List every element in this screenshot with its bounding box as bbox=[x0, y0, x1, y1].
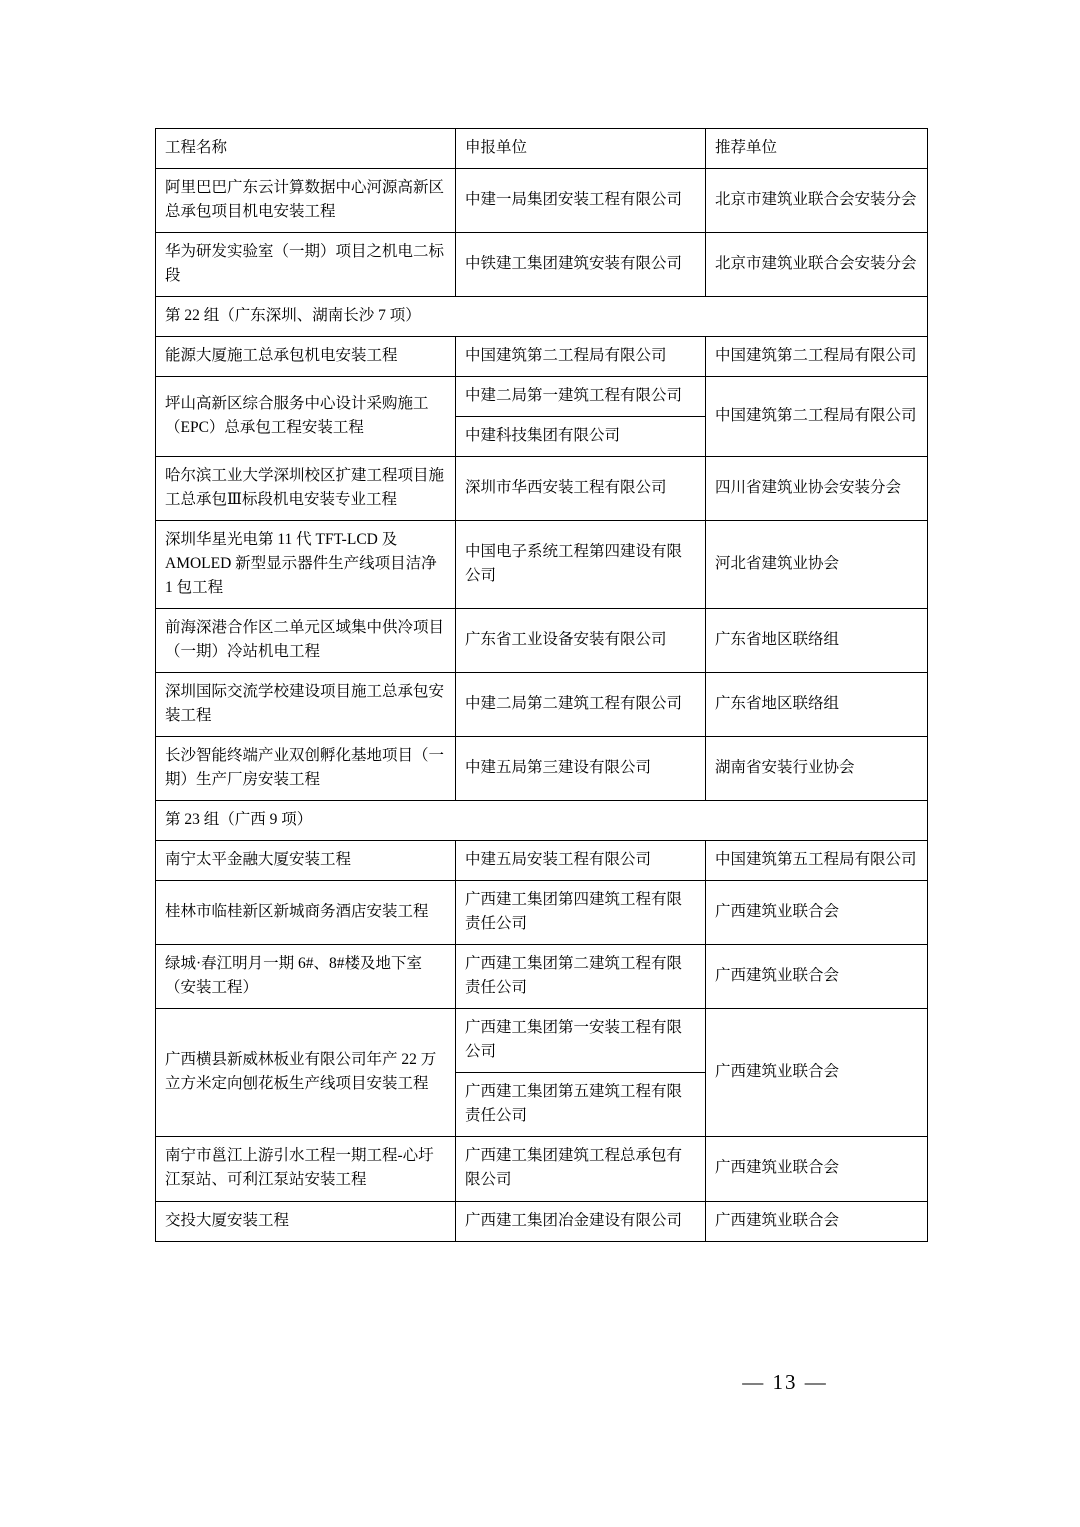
cell-project: 广西横县新威林板业有限公司年产 22 万立方米定向刨花板生产线项目安装工程 bbox=[156, 1009, 456, 1137]
cell-project: 华为研发实验室（一期）项目之机电二标段 bbox=[156, 233, 456, 297]
cell-applicant: 中建二局第二建筑工程有限公司 bbox=[456, 673, 706, 737]
cell-project: 桂林市临桂新区新城商务酒店安装工程 bbox=[156, 881, 456, 945]
cell-applicant: 广西建工集团第五建筑工程有限责任公司 bbox=[456, 1073, 706, 1137]
cell-recommender: 广东省地区联络组 bbox=[706, 609, 928, 673]
cell-applicant: 深圳市华西安装工程有限公司 bbox=[456, 457, 706, 521]
table-row bbox=[156, 233, 928, 297]
page-number: — 13 — bbox=[742, 1370, 828, 1394]
table-header-row bbox=[156, 129, 928, 169]
cell-project: 长沙智能终端产业双创孵化基地项目（一期）生产厂房安装工程 bbox=[156, 737, 456, 801]
group-header-row bbox=[156, 801, 928, 841]
table-row bbox=[156, 737, 928, 801]
table-row bbox=[156, 945, 928, 1009]
cell-applicant: 广西建工集团第四建筑工程有限责任公司 bbox=[456, 881, 706, 945]
cell-applicant: 广西建工集团冶金建设有限公司 bbox=[456, 1201, 706, 1241]
cell-recommender: 中国建筑第二工程局有限公司 bbox=[706, 337, 928, 377]
cell-recommender: 北京市建筑业联合会安装分会 bbox=[706, 233, 928, 297]
group-title: 第 23 组（广西 9 项） bbox=[156, 801, 928, 841]
group-header-row bbox=[156, 297, 928, 337]
cell-project: 阿里巴巴广东云计算数据中心河源高新区总承包项目机电安装工程 bbox=[156, 169, 456, 233]
cell-project: 绿城·春江明月一期 6#、8#楼及地下室（安装工程） bbox=[156, 945, 456, 1009]
cell-project: 深圳华星光电第 11 代 TFT-LCD 及 AMOLED 新型显示器件生产线项目洁净 1 包工程 bbox=[156, 521, 456, 609]
column-header-recommender: 推荐单位 bbox=[706, 129, 928, 169]
group-title: 第 22 组（广东深圳、湖南长沙 7 项） bbox=[156, 297, 928, 337]
cell-project: 交投大厦安装工程 bbox=[156, 1201, 456, 1241]
column-header-applicant: 申报单位 bbox=[456, 129, 706, 169]
cell-applicant: 中铁建工集团建筑安装有限公司 bbox=[456, 233, 706, 297]
cell-project: 坪山高新区综合服务中心设计采购施工（EPC）总承包工程安装工程 bbox=[156, 377, 456, 457]
cell-applicant: 中国电子系统工程第四建设有限公司 bbox=[456, 521, 706, 609]
projects-table bbox=[155, 128, 928, 1242]
table-row bbox=[156, 881, 928, 945]
cell-recommender: 四川省建筑业协会安装分会 bbox=[706, 457, 928, 521]
cell-project: 南宁太平金融大厦安装工程 bbox=[156, 841, 456, 881]
projects-table-container bbox=[155, 128, 927, 1242]
cell-project: 能源大厦施工总承包机电安装工程 bbox=[156, 337, 456, 377]
cell-applicant: 广东省工业设备安装有限公司 bbox=[456, 609, 706, 673]
cell-project: 前海深港合作区二单元区域集中供冷项目（一期）冷站机电工程 bbox=[156, 609, 456, 673]
table-row bbox=[156, 521, 928, 609]
cell-recommender: 河北省建筑业协会 bbox=[706, 521, 928, 609]
cell-applicant: 广西建工集团第一安装工程有限公司 bbox=[456, 1009, 706, 1073]
table-row bbox=[156, 841, 928, 881]
cell-recommender: 广西建筑业联合会 bbox=[706, 1201, 928, 1241]
cell-recommender: 广东省地区联络组 bbox=[706, 673, 928, 737]
table-row bbox=[156, 457, 928, 521]
cell-recommender: 中国建筑第二工程局有限公司 bbox=[706, 377, 928, 457]
table-row bbox=[156, 377, 928, 417]
cell-recommender: 北京市建筑业联合会安装分会 bbox=[706, 169, 928, 233]
cell-recommender: 湖南省安装行业协会 bbox=[706, 737, 928, 801]
column-header-project: 工程名称 bbox=[156, 129, 456, 169]
cell-recommender: 中国建筑第五工程局有限公司 bbox=[706, 841, 928, 881]
cell-applicant: 广西建工集团第二建筑工程有限责任公司 bbox=[456, 945, 706, 1009]
cell-recommender: 广西建筑业联合会 bbox=[706, 881, 928, 945]
cell-applicant: 中建科技集团有限公司 bbox=[456, 417, 706, 457]
table-row bbox=[156, 169, 928, 233]
cell-applicant: 中建一局集团安装工程有限公司 bbox=[456, 169, 706, 233]
cell-applicant: 中国建筑第二工程局有限公司 bbox=[456, 337, 706, 377]
page-footer bbox=[0, 1370, 1080, 1395]
table-row bbox=[156, 1137, 928, 1201]
table-row bbox=[156, 609, 928, 673]
cell-recommender: 广西建筑业联合会 bbox=[706, 945, 928, 1009]
table-row bbox=[156, 337, 928, 377]
cell-applicant: 中建五局第三建设有限公司 bbox=[456, 737, 706, 801]
cell-project: 哈尔滨工业大学深圳校区扩建工程项目施工总承包Ⅲ标段机电安装专业工程 bbox=[156, 457, 456, 521]
cell-applicant: 中建二局第一建筑工程有限公司 bbox=[456, 377, 706, 417]
cell-recommender: 广西建筑业联合会 bbox=[706, 1137, 928, 1201]
cell-applicant: 中建五局安装工程有限公司 bbox=[456, 841, 706, 881]
table-row bbox=[156, 1009, 928, 1073]
table-row bbox=[156, 1201, 928, 1241]
cell-recommender: 广西建筑业联合会 bbox=[706, 1009, 928, 1137]
cell-project: 深圳国际交流学校建设项目施工总承包安装工程 bbox=[156, 673, 456, 737]
table-row bbox=[156, 673, 928, 737]
cell-project: 南宁市邕江上游引水工程一期工程-心圩江泵站、可利江泵站安装工程 bbox=[156, 1137, 456, 1201]
cell-applicant: 广西建工集团建筑工程总承包有限公司 bbox=[456, 1137, 706, 1201]
